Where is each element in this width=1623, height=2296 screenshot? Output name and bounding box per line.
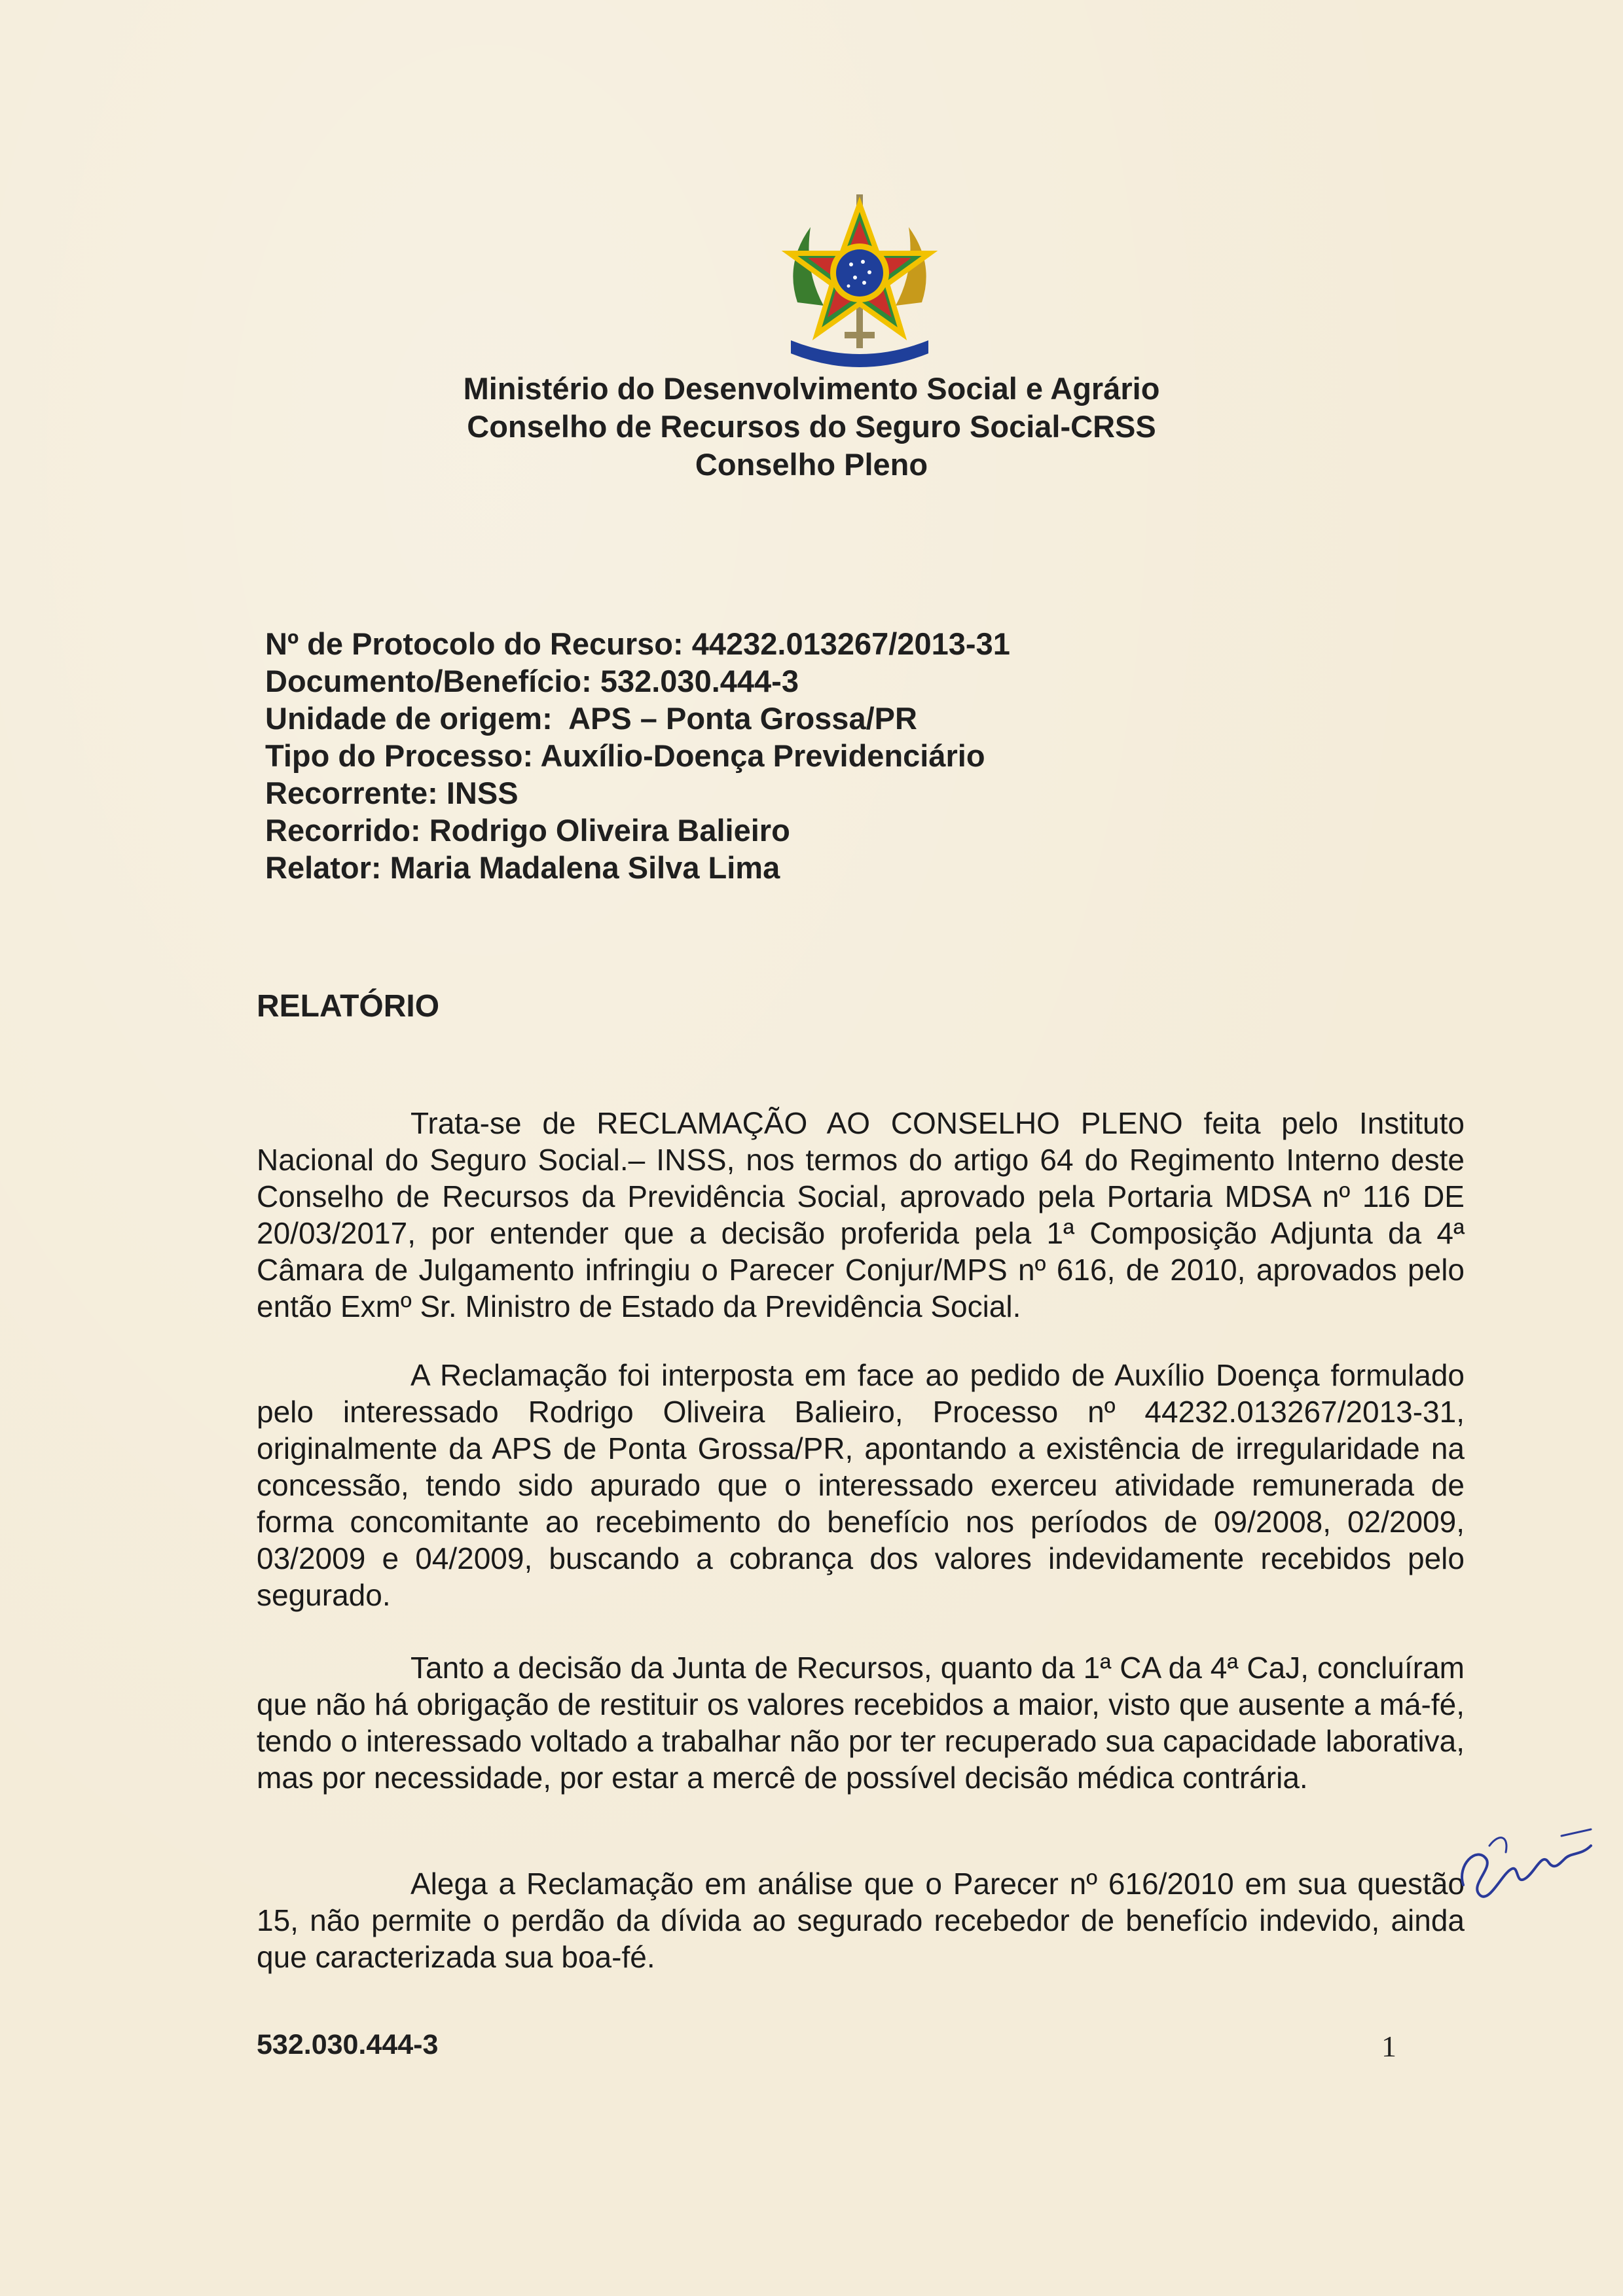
- report-paragraph: Alega a Reclamação em análise que o Parecer nº 616/2010 em sua questão 15, não permite o perdão da dívida ao segurado recebedor de benefício indevido, ainda que caracterizada sua boa-fé.: [257, 1867, 1465, 1974]
- council-body-name: Conselho Pleno: [695, 447, 928, 482]
- council-name: Conselho de Recursos do Seguro Social-CRSS: [467, 409, 1156, 444]
- benefit-document: Documento/Benefício: 532.030.444-3: [265, 664, 799, 698]
- brazil-coat-of-arms-icon: [771, 191, 948, 368]
- handwritten-signature: [1450, 1806, 1601, 1918]
- ministry-name: Ministério do Desenvolvimento Social e Agrário: [463, 371, 1160, 406]
- report-paragraph: Trata-se de RECLAMAÇÃO AO CONSELHO PLENO feita pelo Instituto Nacional do Seguro Social.– INSS, nos termos do artigo 64 do Regimento Interno deste Conselho de Recursos da Previdência Social, aprovado pela Portaria MDSA nº 116 DE 20/03/2017, por entender que a decisão proferida pela 1ª Composição Adjunta da 4ª Câmara de Julgamento infringiu o Parecer Conjur/MPS nº 616, de 2010, aprovados pelo então Exmº Sr. Ministro de Estado da Previdência Social.: [257, 1106, 1465, 1323]
- document-header: [0, 370, 1623, 484]
- report-paragraph: Tanto a decisão da Junta de Recursos, quanto da 1ª CA da 4ª CaJ, concluíram que não há obrigação de restituir os valores recebidos a maior, visto que ausente a má-fé, tendo o interessado voltado a trabalhar não por ter recuperado sua capacidade laborativa, mas por necessidade, por estar a mercê de possível decisão médica contrária.: [257, 1651, 1465, 1795]
- rapporteur: Relator: Maria Madalena Silva Lima: [265, 850, 780, 885]
- protocol-number: Nº de Protocolo do Recurso: 44232.013267/2013-31: [265, 626, 1010, 661]
- report-paragraph: A Reclamação foi interposta em face ao pedido de Auxílio Doença formulado pelo interessado Rodrigo Oliveira Balieiro, Processo nº 44232.013267/2013-31, originalmente da APS de Ponta Grossa/PR, apontando a existência de irregularidade na concessão, tendo sido apurado que o interessado exerceu atividade remunerada de forma concomitante ao recebimento do benefício nos períodos de 09/2008, 02/2009, 03/2009 e 04/2009, buscando a cobrança dos valores indevidamente recebidos pelo segurado.: [257, 1358, 1465, 1612]
- footer-document-id: 532.030.444-3: [257, 2029, 439, 2060]
- section-heading: RELATÓRIO: [257, 989, 440, 1024]
- appellee: Recorrido: Rodrigo Oliveira Balieiro: [265, 813, 790, 848]
- process-type: Tipo do Processo: Auxílio-Doença Previdenciário: [265, 738, 985, 773]
- case-info-block: [265, 625, 1010, 886]
- page-number: 1: [1381, 2030, 1396, 2063]
- origin-unit: Unidade de origem: APS – Ponta Grossa/PR: [265, 701, 917, 736]
- appellant: Recorrente: INSS: [265, 776, 519, 810]
